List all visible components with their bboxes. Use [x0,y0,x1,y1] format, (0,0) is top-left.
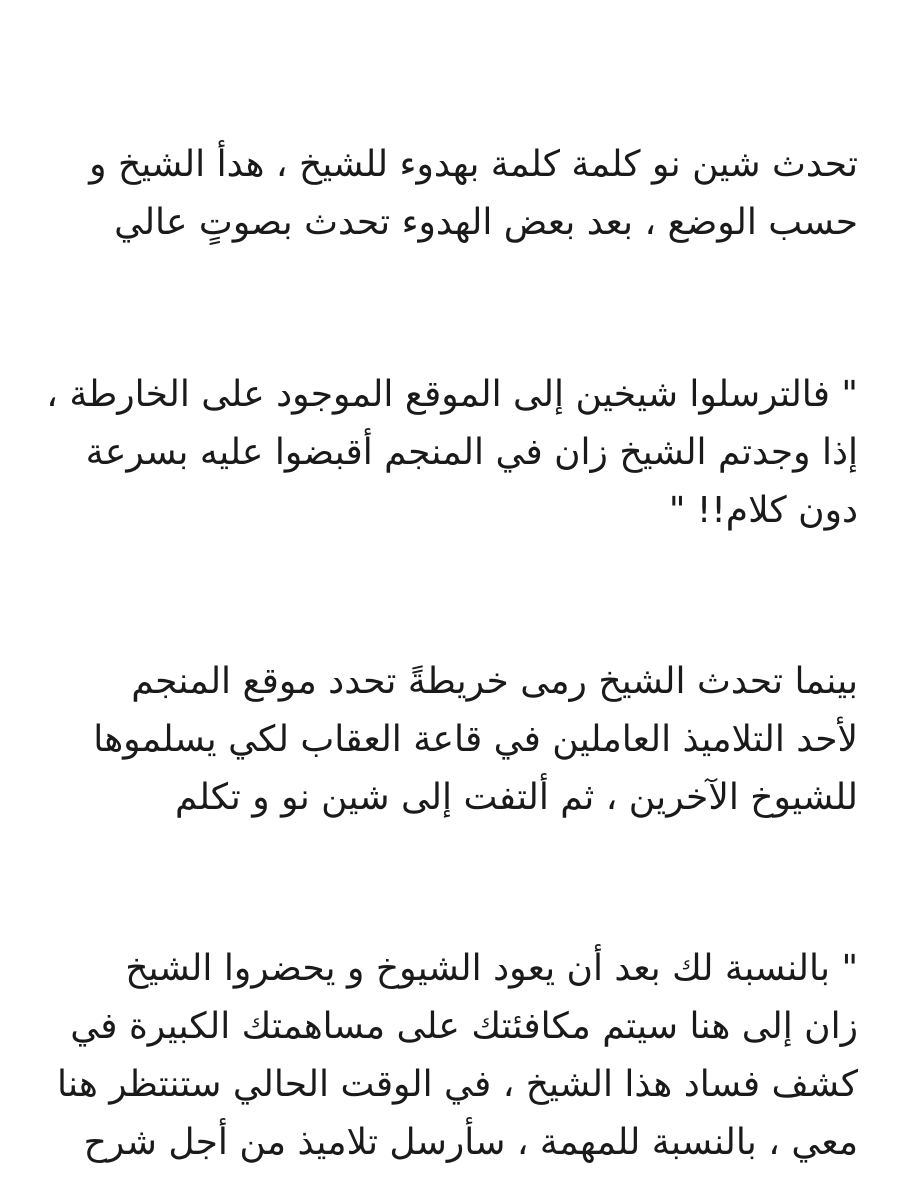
paragraph-dialogue-2: " بالنسبة لك بعد أن يعود الشيوخ و يحضروا الشيخ زان إلى هنا سيتم مكافئتك على مساهمتك الكبيرة في كشف فساد هذا الشيخ ، في الوقت الحالي ستنتظر هنا معي ، بالنسبة للمهمة ، سأرسل تلاميذ من أجل شرح [57,948,858,1163]
paragraph-narration-2: بينما تحدث الشيخ رمى خريطةً تحدد موقع المنجم لأحد التلاميذ العاملين في قاعة العقاب لكي يسلموها للشيوخ الآخرين ، ثم ألتفت إلى شين نو و تكلم [93,661,858,818]
paragraph-dialogue-1: " فالترسلوا شيخين إلى الموقع الموجود على الخارطة ، إذا وجدتم الشيخ زان في المنجم أقبضوا عليه بسرعة دون كلام!! " [46,374,858,531]
paragraph-narration-1: تحدث شين نو كلمة كلمة بهدوء للشيخ ، هدأ الشيخ و حسب الوضع ، بعد بعض الهدوء تحدث بصوتٍ عالي [89,144,858,243]
